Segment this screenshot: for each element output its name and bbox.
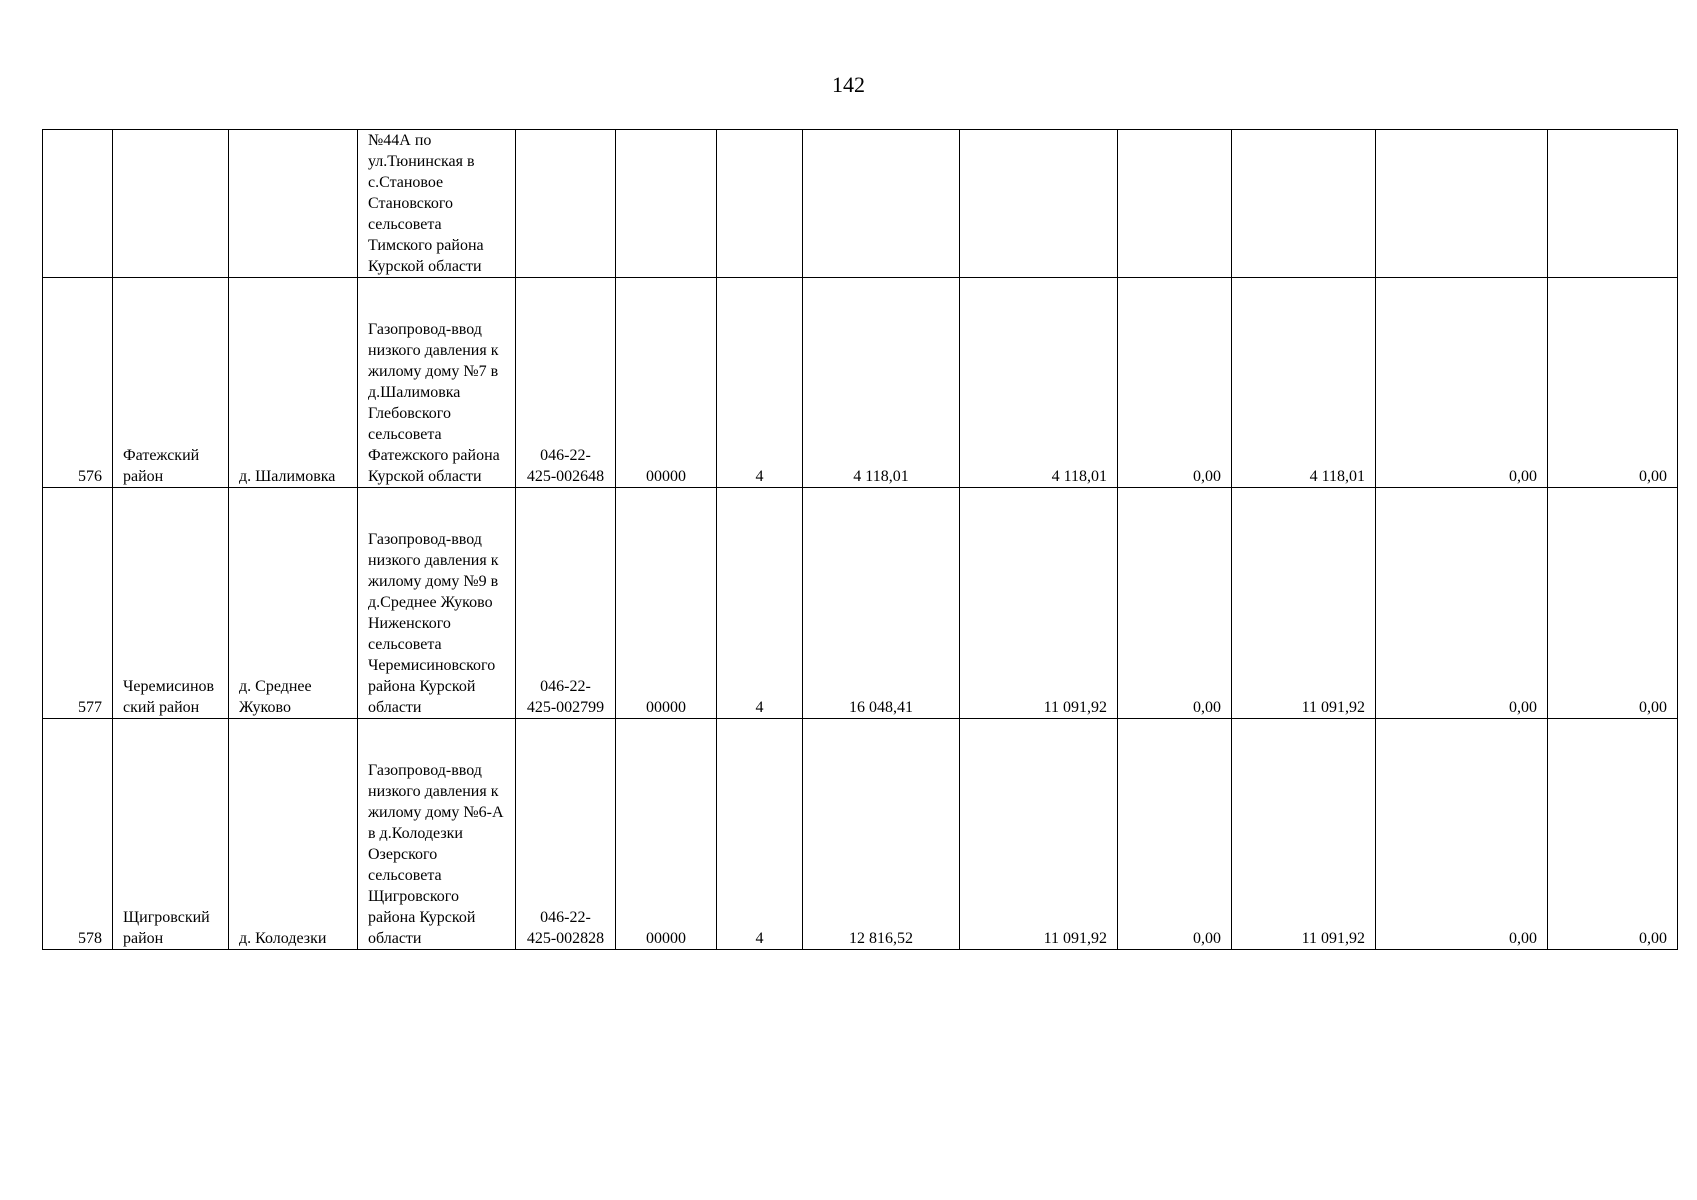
cell-value-4: 11 091,92 (1232, 719, 1376, 950)
cell-object-name: Газопровод-ввод низкого давления к жилому дому №7 в д.Шалимовка Глебовского сельсовета Фатежского района Курской области (358, 278, 516, 488)
cell-district: Черемисиновский район (113, 488, 229, 719)
cell-value-5: 0,00 (1376, 278, 1548, 488)
cell-value-1: 12 816,52 (803, 719, 960, 950)
cell-num: 577 (43, 488, 113, 719)
cell-value-6 (1548, 130, 1678, 278)
cell-object-name: Газопровод-ввод низкого давления к жилому дому №6-А в д.Колодезки Озерского сельсовета Щигровского района Курской области (358, 719, 516, 950)
cell-value-2: 11 091,92 (960, 719, 1118, 950)
cell-locality: д. Среднее Жуково (229, 488, 358, 719)
cell-num (43, 130, 113, 278)
cell-value-3 (1118, 130, 1232, 278)
cell-code (516, 130, 616, 278)
cell-value-1: 4 118,01 (803, 278, 960, 488)
cell-value-3: 0,00 (1118, 488, 1232, 719)
cell-value-1 (803, 130, 960, 278)
cell-locality (229, 130, 358, 278)
cell-value-6: 0,00 (1548, 488, 1678, 719)
cell-value-5 (1376, 130, 1548, 278)
cell-value-4 (1232, 130, 1376, 278)
cell-okof: 00000 (616, 488, 717, 719)
cell-group: 4 (717, 719, 803, 950)
cell-value-5: 0,00 (1376, 488, 1548, 719)
cell-group (717, 130, 803, 278)
page-number: 142 (832, 72, 865, 97)
cell-value-2: 4 118,01 (960, 278, 1118, 488)
cell-locality: д. Колодезки (229, 719, 358, 950)
table-row-continued (43, 130, 1678, 278)
cell-object-name: №44А по ул.Тюнинская в с.Становое Становского сельсовета Тимского района Курской области (358, 130, 516, 278)
cell-value-4: 4 118,01 (1232, 278, 1376, 488)
cell-locality: д. Шалимовка (229, 278, 358, 488)
cell-value-6: 0,00 (1548, 278, 1678, 488)
cell-district (113, 130, 229, 278)
cell-value-4: 11 091,92 (1232, 488, 1376, 719)
cell-value-2: 11 091,92 (960, 488, 1118, 719)
cell-value-2 (960, 130, 1118, 278)
cell-district: Фатежский район (113, 278, 229, 488)
cell-group: 4 (717, 278, 803, 488)
cell-code: 046-22-425-002828 (516, 719, 616, 950)
table-row-577 (43, 488, 1678, 719)
cell-okof: 00000 (616, 278, 717, 488)
cell-value-3: 0,00 (1118, 278, 1232, 488)
cell-value-3: 0,00 (1118, 719, 1232, 950)
table-row-578 (43, 719, 1678, 950)
cell-district: Щигровский район (113, 719, 229, 950)
table-row-576 (43, 278, 1678, 488)
cell-okof (616, 130, 717, 278)
cell-okof: 00000 (616, 719, 717, 950)
cell-value-5: 0,00 (1376, 719, 1548, 950)
cell-object-name: Газопровод-ввод низкого давления к жилому дому №9 в д.Среднее Жуково Ниженского сельсовета Черемисиновского района Курской области (358, 488, 516, 719)
cell-num: 578 (43, 719, 113, 950)
cell-code: 046-22-425-002648 (516, 278, 616, 488)
register-table (42, 129, 1678, 950)
cell-num: 576 (43, 278, 113, 488)
cell-value-1: 16 048,41 (803, 488, 960, 719)
cell-value-6: 0,00 (1548, 719, 1678, 950)
cell-group: 4 (717, 488, 803, 719)
cell-code: 046-22-425-002799 (516, 488, 616, 719)
